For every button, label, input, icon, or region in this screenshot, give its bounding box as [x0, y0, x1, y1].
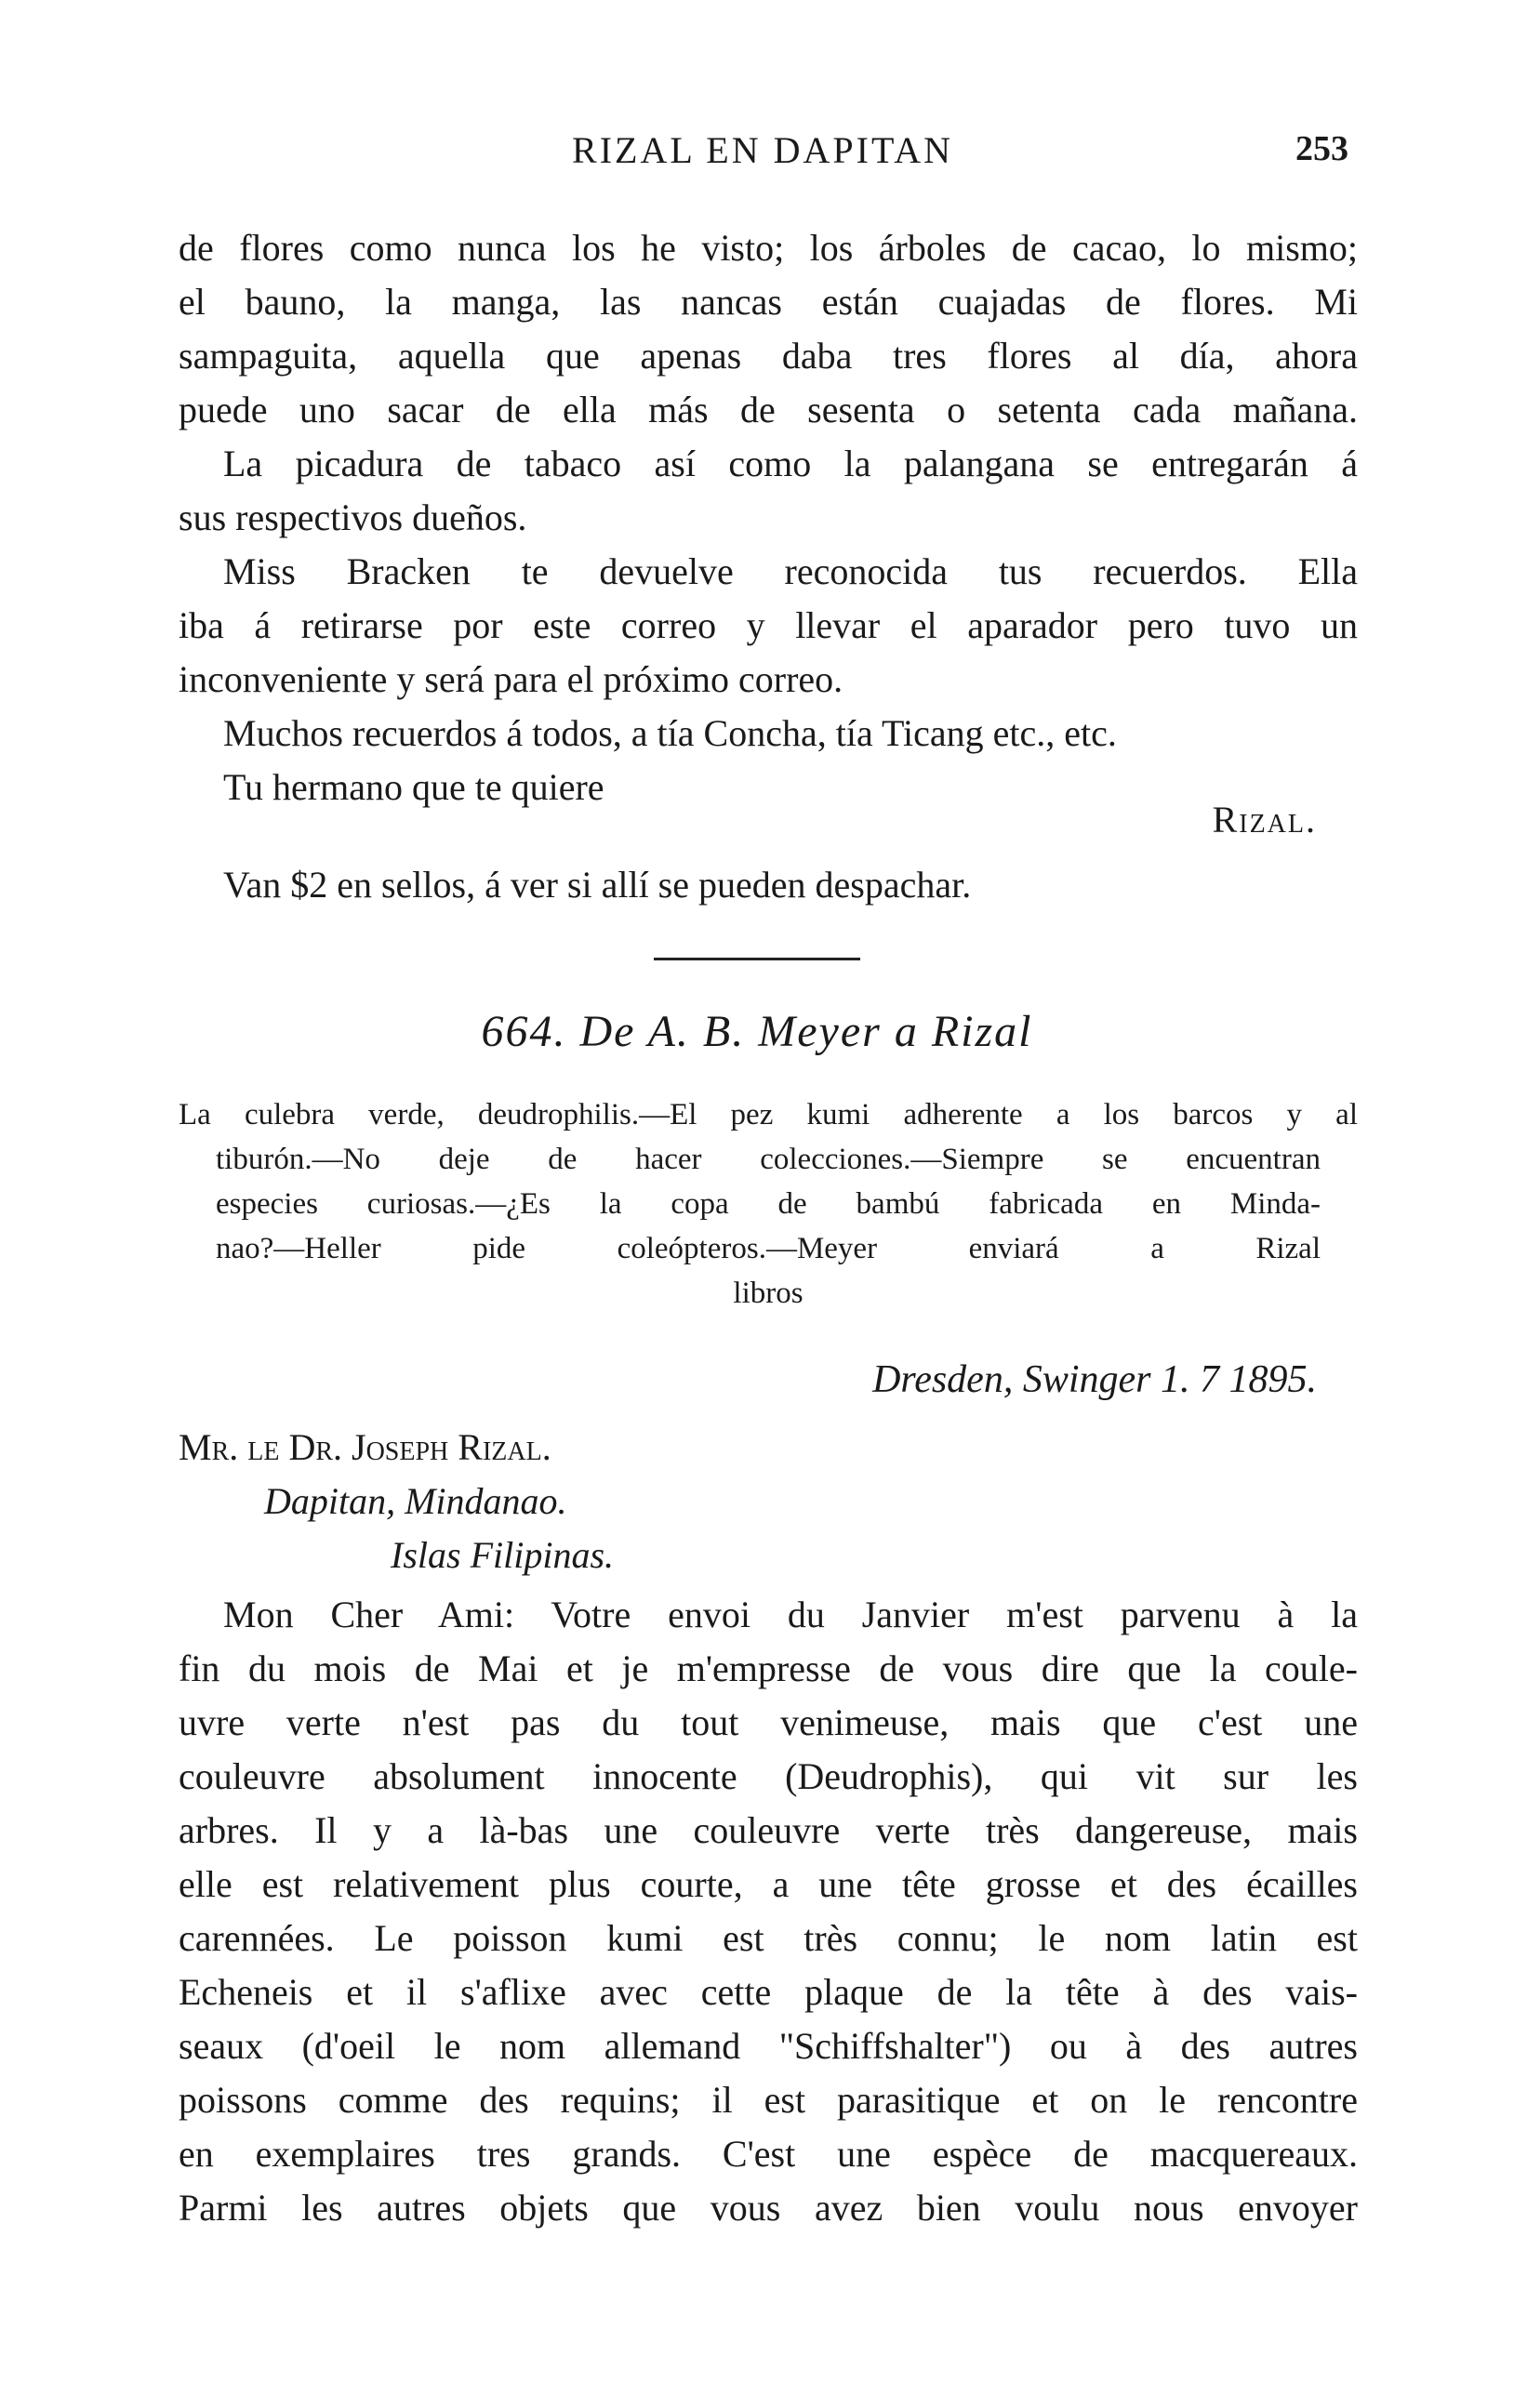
- address-block: [179, 1421, 614, 1582]
- summary-line: libros: [733, 1277, 803, 1310]
- letter-body: [179, 1588, 1358, 2235]
- running-head: [177, 128, 1348, 180]
- text-line: seaux (d'oeil le nom allemand "Schiffshalter") ou à des autres: [179, 2025, 1358, 2067]
- text-line: uvre verte n'est pas du tout venimeuse, mais que c'est une: [179, 1701, 1358, 1743]
- text-line: el bauno, la manga, las nancas están cuajadas de flores. Mi: [179, 281, 1358, 323]
- text-line: sampaguita, aquella que apenas daba tres flores al día, ahora: [179, 335, 1358, 377]
- dateline: Dresden, Swinger 1. 7 1895.: [872, 1358, 1317, 1401]
- section-divider: [654, 958, 860, 960]
- text-line: inconveniente y será para el próximo correo.: [179, 658, 843, 700]
- text-line: Echeneis et il s'aflixe avec cette plaque de la tête à des vais-: [179, 1971, 1358, 2013]
- text-line: fin du mois de Mai et je m'empresse de vous dire que la coule-: [179, 1647, 1358, 1689]
- address-town: Dapitan, Mindanao.: [264, 1480, 567, 1522]
- running-title: RIZAL EN DAPITAN: [572, 129, 953, 171]
- text-line: de flores como nunca los he visto; los árboles de cacao, lo mismo;: [179, 227, 1358, 269]
- text-line: arbres. Il y a là-bas une couleuvre verte très dangereuse, mais: [179, 1809, 1358, 1851]
- letter-heading: 664. De A. B. Meyer a Rizal: [481, 1007, 1033, 1056]
- text-line: poissons comme des requins; il est parasitique et on le rencontre: [179, 2079, 1358, 2121]
- summary-line: nao?—Heller pide coleópteros.—Meyer enviará a Rizal: [216, 1232, 1321, 1265]
- summary-line: La culebra verde, deudrophilis.—El pez kumi adherente a los barcos y al: [179, 1098, 1358, 1131]
- text-line: sus respectivos dueños.: [179, 496, 527, 538]
- text-line: La picadura de tabaco así como la palangana se entregarán á: [223, 443, 1358, 484]
- text-line: Miss Bracken te devuelve reconocida tus recuerdos. Ella: [223, 550, 1358, 592]
- address-country: Islas Filipinas.: [391, 1534, 615, 1576]
- text-line: Tu hermano que te quiere: [223, 766, 604, 808]
- text-line: en exemplaires tres grands. C'est une espèce de macquereaux.: [179, 2133, 1358, 2175]
- text-line: puede uno sacar de ella más de sesenta o setenta cada mañana.: [179, 389, 1358, 430]
- text-line: couleuvre absolument innocente (Deudrophis), qui vit sur les: [179, 1755, 1358, 1797]
- postscript: Van $2 en sellos, á ver si allí se pueden despachar.: [223, 864, 972, 906]
- letter-summary: [179, 1092, 1358, 1316]
- summary-line: especies curiosas.—¿Es la copa de bambú fabricada en Minda-: [216, 1187, 1321, 1221]
- address-recipient: Mr. le Dr. Joseph Rizal.: [179, 1426, 551, 1468]
- text-line: iba á retirarse por este correo y llevar el aparador pero tuvo un: [179, 604, 1358, 646]
- summary-line: tiburón.—No deje de hacer colecciones.—Siempre se encuentran: [216, 1143, 1321, 1176]
- text-line: Muchos recuerdos á todos, a tía Concha, tía Ticang etc., etc.: [223, 712, 1117, 754]
- text-line: carennées. Le poisson kumi est très connu; le nom latin est: [179, 1917, 1358, 1959]
- text-line: Parmi les autres objets que vous avez bien voulu nous envoyer: [179, 2187, 1358, 2229]
- page-number: 253: [1295, 129, 1348, 168]
- letter-body-continued: [179, 221, 1358, 814]
- signature-rizal: Rizal.: [1212, 799, 1317, 840]
- text-line: elle est relativement plus courte, a une tête grosse et des écailles: [179, 1863, 1358, 1905]
- text-line: Mon Cher Ami: Votre envoi du Janvier m'est parvenu à la: [223, 1594, 1358, 1635]
